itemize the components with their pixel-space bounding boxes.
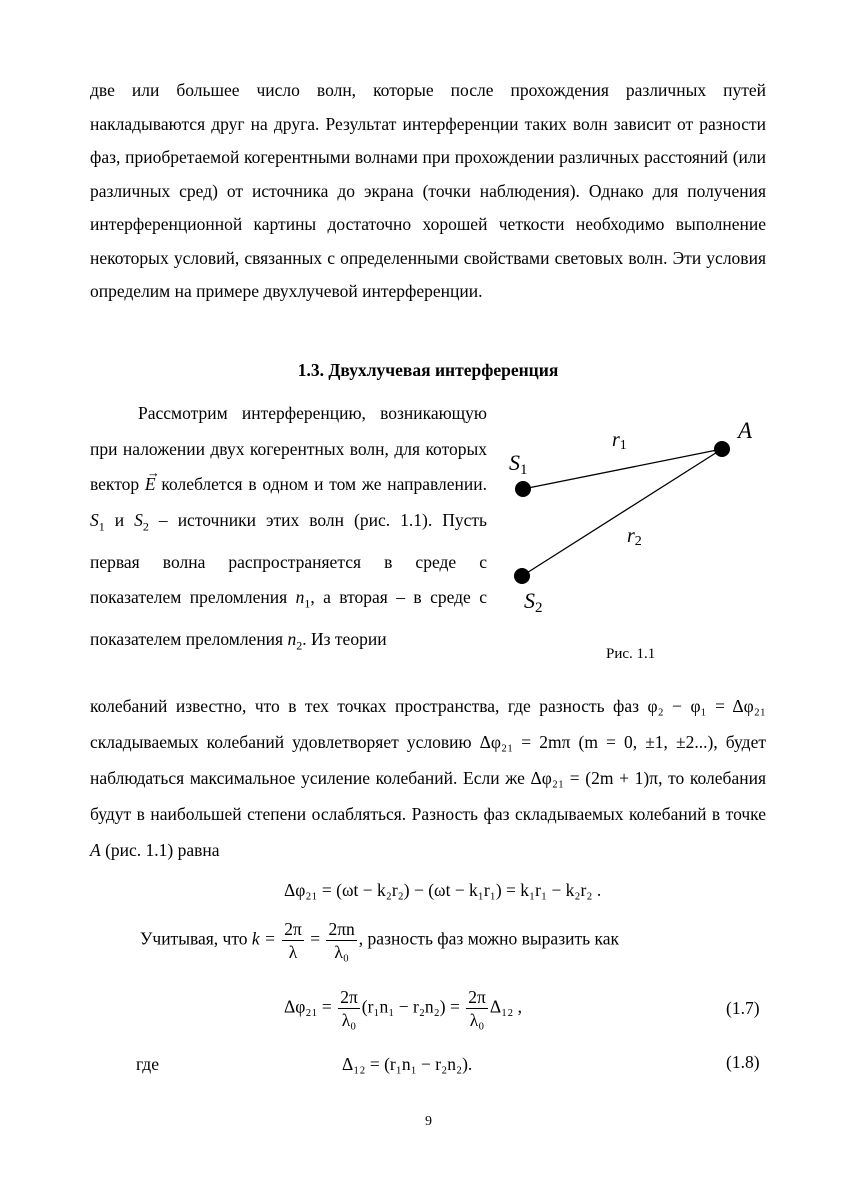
main-text-2: складываемых колебаний удовлетворяет условию — [90, 732, 472, 752]
where-label: где — [136, 1054, 159, 1074]
equation-number-1-8: (1.8) — [726, 1052, 760, 1072]
eq17-fraction-1: $\frac{2\pi}{\text{λ₀}}$ — [340, 987, 358, 1030]
main-text-4: , то колебания будут в наибольшей степени ослабляться. Разность фаз складываемых колебаний в точке — [90, 768, 766, 824]
label-r2: r2 — [627, 525, 642, 549]
point-a-dot — [714, 441, 730, 457]
source-s2-dot — [514, 568, 530, 584]
label-s1: S1 — [509, 450, 528, 478]
side-text-5: . Из теории — [302, 629, 387, 649]
fraction-2pin-lambda0: $\frac{2\pi n}{\text{λ₀}}$ — [328, 919, 355, 962]
intro-paragraph: две или большее число волн, которые после прохождения различных путей накладываются друг на друга. Результат интерференции таких волн зависит от разности фаз, приобретаемой когерентными волнами при прохождении различных расстояний (или различных сред) от источника до экрана (точки наблюдения). Однако для получения интерференционной картины достаточно хорошей четкости необходимо выполнение некоторых условий, связанных с определенными свойствами световых волн. Эти условия определим на примере двухлучевой интерференции. — [90, 80, 766, 301]
eq17-fraction-2: $\frac{2\pi}{\text{λ₀}}$ — [468, 987, 486, 1030]
page-number: 9 — [425, 1114, 432, 1129]
s2-subscript: 2 — [142, 519, 149, 533]
s1-subscript: 1 — [98, 519, 105, 533]
side-text-2: колеблется в одном и том же направлении. — [161, 474, 488, 494]
and-word: и — [114, 509, 125, 530]
n1-subscript: 1 — [304, 596, 311, 611]
equals-sign: = — [310, 928, 321, 949]
eq17-lhs: Δφ₂₁ = — [284, 996, 332, 1017]
side-text-4: , а вторая – в среде с показателем преломления — [90, 587, 487, 649]
label-a: A — [738, 418, 753, 443]
side-text-1: Рассмотрим интерференцию, возникающую при наложении двух когерентных волн, для которых вектор — [90, 403, 487, 494]
s1-symbol: S — [90, 509, 99, 530]
figure-1-1 — [498, 412, 768, 672]
side-text-3: – источники этих волн (рис. 1.1). Пусть первая волна распространяется в среде с показателем преломления — [90, 509, 487, 607]
main-text-1: колебаний известно, что в тех точках пространства, где разность фаз — [90, 696, 640, 716]
equation-number-1-7: (1.7) — [726, 998, 760, 1018]
main-text-5: (рис. 1.1) равна — [105, 840, 220, 860]
main-paragraph — [90, 688, 766, 868]
equation-1-7 — [284, 986, 522, 1031]
figure-caption: Рис. 1.1 — [606, 646, 656, 662]
phase-expression: φ₂ − φ₁ = Δφ₂₁ — [647, 696, 766, 716]
equation-1-8: Δ₁₂ = (r₁n₁ − r₂n₂). — [342, 1054, 473, 1074]
s2-symbol: S — [134, 509, 143, 530]
side-paragraph — [90, 396, 487, 664]
label-s2: S2 — [524, 588, 543, 616]
section-title: 1.3. Двухлучевая интерференция — [297, 360, 559, 380]
label-r1: r1 — [612, 429, 627, 453]
fraction-2pi-lambda: $\frac{2\pi}{\lambda}$ — [284, 919, 302, 962]
n2-symbol: n — [287, 629, 297, 649]
vector-e: → E — [144, 465, 160, 494]
eq17-mid: (r₁n₁ − r₂n₂) = — [361, 996, 460, 1017]
considering-line — [140, 918, 619, 963]
k-equals: k = — [251, 928, 276, 949]
n1-symbol: n — [295, 587, 305, 607]
m-values: (m = 0, ±1, ±2...) — [578, 732, 714, 752]
eq17-rhs: Δ₁₂ , — [489, 996, 523, 1017]
ray-r2 — [522, 449, 722, 576]
min-condition: Δφ₂₁ = (2m + 1)π — [530, 768, 659, 788]
source-s1-dot — [515, 481, 531, 497]
point-a: A — [90, 840, 101, 860]
phase-difference-formula: Δφ₂₁ = (ωt − k₂r₂) − (ωt − k₁r₁) = k₁r₁ − k₂r₂ . — [284, 880, 602, 900]
n2-subscript: 2 — [296, 638, 303, 653]
considering-tail: , разность фаз можно выразить как — [358, 928, 619, 949]
max-condition: Δφ₂₁ = 2mπ — [479, 732, 571, 752]
considering-label: Учитывая, что — [140, 928, 248, 949]
ray-r1 — [523, 449, 722, 489]
main-text-3: , будет наблюдаться максимальное усиление колебаний. Если же — [90, 732, 766, 788]
